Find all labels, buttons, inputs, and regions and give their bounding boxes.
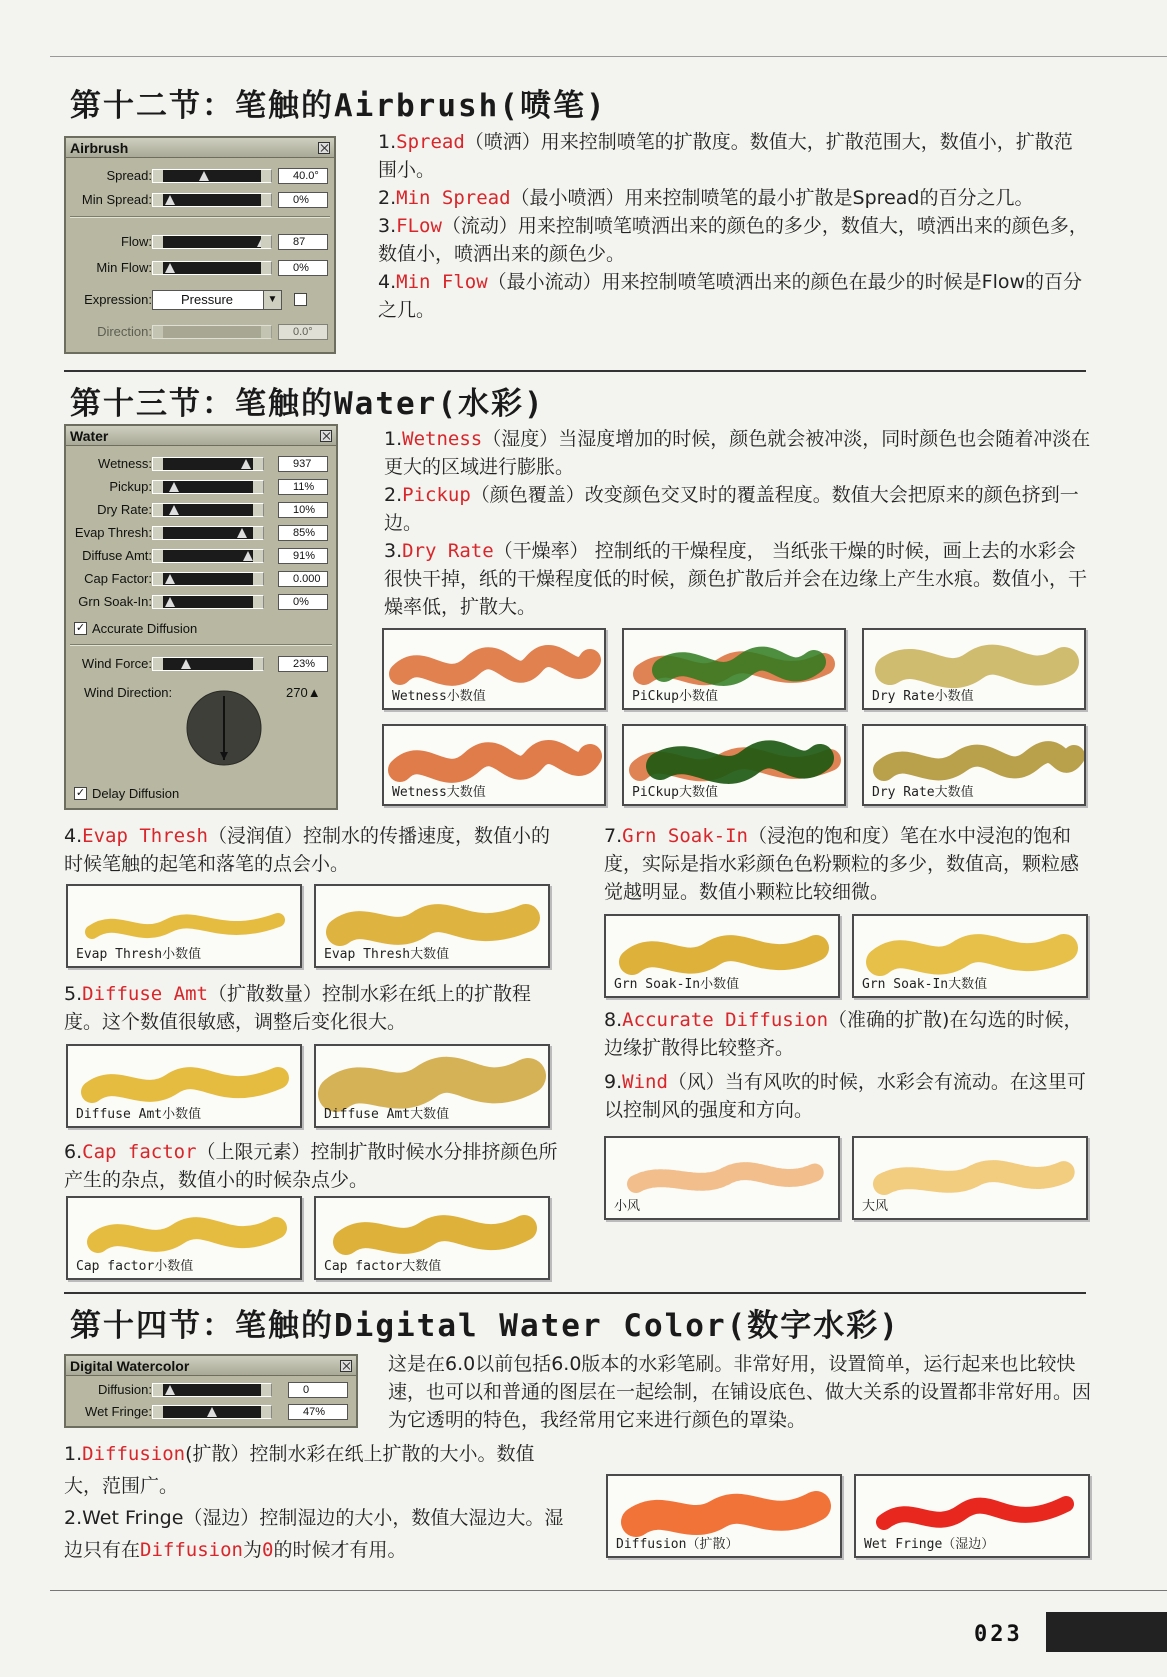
delay-diffusion-checkbox[interactable]: ✓ — [75, 787, 86, 799]
diffusion-slider[interactable] — [152, 1383, 272, 1397]
digital-watercolor-panel — [64, 1354, 358, 1428]
s13-item-1: 1.Wetness（湿度）当湿度增加的时候，颜色就会被冲淡，同时颜色也会随着冲淡在更大的区域进行膨胀。 — [384, 428, 1091, 478]
sample-grn-large: Grn Soak-In大数值 — [852, 914, 1088, 998]
panel-title: Airbrush — [70, 139, 129, 156]
s13-item-6: 6.Cap factor（上限元素）控制扩散时候水分排挤颜色所产生的杂点，数值小的时候杂点少。 — [64, 1141, 558, 1191]
section-12-text — [378, 128, 1090, 324]
section-12-title: 第十二节：笔触的Airbrush(喷笔) — [70, 88, 607, 124]
close-icon[interactable] — [318, 142, 330, 154]
sample-pickup-small: PiCkup小数值 — [622, 628, 846, 710]
diffusion-row[interactable]: Diffusion: 0 — [66, 1380, 356, 1400]
wind-direction-value: 270▲ — [286, 685, 321, 700]
expression-checkbox[interactable] — [294, 293, 307, 306]
s13-item-7: 7.Grn Soak-In（浸泡的饱和度）笔在水中浸泡的饱和度，实际是指水彩颜色色粉颗粒的多少，数值高，颗粒感觉越明显。数值小颗粒比较细微。 — [604, 825, 1080, 903]
section-13-text-top — [384, 425, 1094, 621]
water-panel — [64, 424, 338, 810]
spread-slider[interactable] — [152, 169, 272, 183]
delay-diffusion-label: Delay Diffusion — [92, 786, 180, 801]
decorative-logo — [1046, 1612, 1167, 1652]
min-flow-value[interactable]: 0% — [278, 260, 328, 276]
wet-fringe-row[interactable]: Wet Fringe: 47% — [66, 1402, 356, 1422]
s14-intro: 这是在6.0以前包括6.0版本的水彩笔刷。非常好用，设置简单，运行起来也比较快速，也可以和普通的图层在一起绘制，在铺设底色、做大关系的设置都非常好用。因为它透明的特色，我经常用它来进行颜色的罩染。 — [388, 1353, 1092, 1431]
wind-force-row[interactable]: Wind Force: 23% — [66, 654, 336, 674]
flow-value[interactable]: 87 — [278, 234, 328, 250]
sample-dryrate-small: Dry Rate小数值 — [862, 628, 1086, 710]
accurate-diffusion-label: Accurate Diffusion — [92, 621, 198, 636]
sample-grn-small: Grn Soak-In小数值 — [604, 914, 840, 998]
min-spread-slider[interactable] — [152, 193, 272, 207]
water-row[interactable]: Wetness: 937 — [66, 454, 336, 474]
s14-item-1: 1.Diffusion(扩散）控制水彩在纸上扩散的大小。数值大，范围广。 — [64, 1443, 535, 1497]
s13-item-3: 3.Dry Rate（干燥率） 控制纸的干燥程度， 当纸张干燥的时候，画上去的水彩会很快干掉，纸的干燥程度低的时候，颜色扩散后并会在边缘上产生水痕。数值小，干燥率低，扩散大。 — [384, 540, 1088, 618]
panel-title: Digital Watercolor — [70, 1357, 190, 1374]
dry-rate-slider[interactable] — [152, 503, 264, 517]
evap-thresh-slider[interactable] — [152, 526, 264, 540]
sample-cap-large: Cap factor大数值 — [314, 1196, 550, 1280]
divider — [64, 370, 1086, 372]
airbrush-minspread-row[interactable]: Min Spread: 0% — [66, 190, 334, 210]
airbrush-flow-row[interactable]: Flow: 87 — [66, 232, 334, 252]
sample-evap-large: Evap Thresh大数值 — [314, 884, 550, 968]
water-row[interactable]: Diffuse Amt: 91% — [66, 546, 336, 566]
airbrush-direction-row: Direction: 0.0° — [66, 322, 334, 342]
divider — [64, 1292, 1086, 1294]
s13-item-4: 4.Evap Thresh（浸润值）控制水的传播速度，数值小的时候笔触的起笔和落笔的点会小。 — [64, 825, 550, 875]
wet-fringe-slider[interactable] — [152, 1405, 272, 1419]
water-row[interactable]: Pickup: 11% — [66, 477, 336, 497]
water-row[interactable]: Cap Factor: 0.000 — [66, 569, 336, 589]
sample-pickup-large: PiCkup大数值 — [622, 724, 846, 806]
panel-title: Water — [70, 427, 109, 444]
s12-item-3: 3.FLow（流动）用来控制喷笔喷洒出来的颜色的多少，数值大，喷洒出来的颜色多，数值小，喷洒出来的颜色少。 — [378, 215, 1088, 265]
sample-diffuse-small: Diffuse Amt小数值 — [66, 1044, 302, 1128]
s14-item-2: 2.Wet Fringe（湿边）控制湿边的大小，数值大湿边大。湿边只有在Diffusion为0的时候才有用。 — [64, 1507, 564, 1561]
direction-value: 0.0° — [278, 324, 328, 340]
water-row[interactable]: Grn Soak-In: 0% — [66, 592, 336, 612]
sample-dryrate-large: Dry Rate大数值 — [862, 724, 1086, 806]
section-13-title: 第十三节：笔触的Water(水彩) — [70, 386, 545, 422]
sample-wetness-small: Wetness小数值 — [382, 628, 606, 710]
airbrush-panel — [64, 136, 336, 354]
s12-item-1: 1.Spread（喷洒）用来控制喷笔的扩散度。数值大，扩散范围大，数值小，扩散范围小。 — [378, 131, 1073, 181]
min-spread-value[interactable]: 0% — [278, 192, 328, 208]
pickup-slider[interactable] — [152, 480, 264, 494]
cap-factor-slider[interactable] — [152, 572, 264, 586]
diffuse-amt-slider[interactable] — [152, 549, 264, 563]
s13-item-9: 9.Wind（风）当有风吹的时候，水彩会有流动。在这里可以控制风的强度和方向。 — [604, 1071, 1086, 1121]
grn-soak-in-slider[interactable] — [152, 595, 264, 609]
s12-item-4: 4.Min Flow（最小流动）用来控制喷笔喷洒出来的颜色在最少的时候是Flow的百分之几。 — [378, 271, 1083, 321]
sample-diffusion: Diffusion（扩散） — [606, 1474, 842, 1558]
sample-wind-small: 小风 — [604, 1136, 840, 1220]
airbrush-expression-row[interactable]: Expression: Pressure ▼ — [66, 290, 334, 310]
water-row[interactable]: Evap Thresh: 85% — [66, 523, 336, 543]
flow-slider[interactable] — [152, 235, 272, 249]
wetness-slider[interactable] — [152, 457, 264, 471]
wind-direction-dial[interactable] — [184, 688, 264, 768]
water-row[interactable]: Dry Rate: 10% — [66, 500, 336, 520]
airbrush-spread-row[interactable]: Spread: 40.0° — [66, 166, 334, 186]
chevron-down-icon: ▼ — [263, 291, 281, 309]
s12-item-2: 2.Min Spread（最小喷洒）用来控制喷笔的最小扩散是Spread的百分之几。 — [378, 187, 1034, 209]
sample-wet-fringe: Wet Fringe（湿边） — [854, 1474, 1090, 1558]
spread-value[interactable]: 40.0° — [278, 168, 328, 184]
sample-cap-small: Cap factor小数值 — [66, 1196, 302, 1280]
close-icon[interactable] — [320, 430, 332, 442]
wind-force-slider[interactable] — [152, 657, 264, 671]
sample-wetness-large: Wetness大数值 — [382, 724, 606, 806]
s13-item-5: 5.Diffuse Amt（扩散数量）控制水彩在纸上的扩散程度。这个数值很敏感，调整后变化很大。 — [64, 983, 531, 1033]
sample-evap-small: Evap Thresh小数值 — [66, 884, 302, 968]
expression-dropdown[interactable]: Pressure ▼ — [152, 290, 282, 310]
direction-slider — [152, 325, 272, 339]
close-icon[interactable] — [340, 1360, 352, 1372]
sample-diffuse-large: Diffuse Amt大数值 — [314, 1044, 550, 1128]
airbrush-minflow-row[interactable]: Min Flow: 0% — [66, 258, 334, 278]
accurate-diffusion-checkbox[interactable]: ✓ — [75, 622, 86, 634]
section-14-title: 第十四节：笔触的Digital Water Color(数字水彩) — [70, 1308, 900, 1344]
min-flow-slider[interactable] — [152, 261, 272, 275]
s13-item-2: 2.Pickup（颜色覆盖）改变颜色交叉时的覆盖程度。数值大会把原来的颜色挤到一边。 — [384, 484, 1079, 534]
page-number: 023 — [974, 1622, 1023, 1647]
s13-item-8: 8.Accurate Diffusion（准确的扩散)在勾选的时候，边缘扩散得比较整齐。 — [604, 1009, 1083, 1059]
wind-direction-label: Wind Direction: — [84, 685, 173, 700]
sample-wind-large: 大风 — [852, 1136, 1088, 1220]
